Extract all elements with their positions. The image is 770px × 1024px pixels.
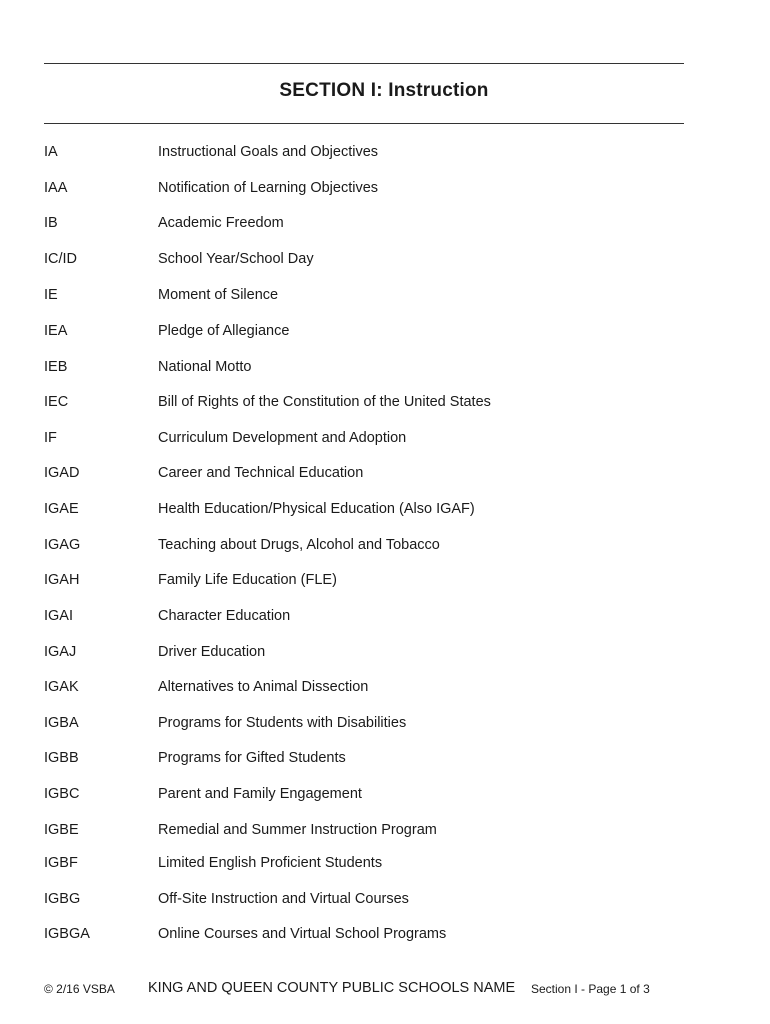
page-footer — [0, 980, 770, 1000]
policy-code: IEA — [44, 323, 68, 339]
policy-code: IGBG — [44, 891, 81, 907]
list-item — [0, 465, 770, 485]
policy-title: Academic Freedom — [158, 215, 284, 231]
policy-title: Instructional Goals and Objectives — [158, 144, 379, 160]
policy-title: Parent and Family Engagement — [158, 786, 362, 802]
policy-title: Curriculum Development and Adoption — [158, 430, 407, 446]
policy-code: IGBF — [44, 855, 78, 871]
list-item — [0, 644, 770, 664]
policy-code: IGAH — [44, 572, 80, 588]
policy-title: Family Life Education (FLE) — [158, 572, 337, 588]
policy-code: IGBA — [44, 715, 79, 731]
top-rule — [44, 63, 684, 64]
list-item — [0, 359, 770, 379]
list-item — [0, 144, 770, 164]
policy-code: IA — [44, 144, 58, 160]
footer-district-name: KING AND QUEEN COUNTY PUBLIC SCHOOLS NAME — [148, 980, 516, 996]
policy-code: IEB — [44, 359, 68, 375]
list-item — [0, 822, 770, 842]
policy-code: IGBC — [44, 786, 80, 802]
list-item — [0, 855, 770, 875]
list-item — [0, 287, 770, 307]
list-item — [0, 715, 770, 735]
policy-code: IEC — [44, 394, 69, 410]
policy-code: IF — [44, 430, 57, 446]
list-item — [0, 608, 770, 628]
list-item — [0, 750, 770, 770]
list-item — [0, 501, 770, 521]
policy-code: IGAI — [44, 608, 74, 624]
policy-title: Online Courses and Virtual School Programs — [158, 926, 447, 942]
list-item — [0, 251, 770, 271]
list-item — [0, 323, 770, 343]
footer-page-number: Section I - Page 1 of 3 — [531, 982, 650, 996]
policy-code: IAA — [44, 180, 68, 196]
policy-title: Health Education/Physical Education (Also IGAF) — [158, 501, 475, 517]
policy-title: Moment of Silence — [158, 287, 279, 303]
footer-copyright: © 2/16 VSBA — [44, 982, 115, 996]
policy-title: Remedial and Summer Instruction Program — [158, 822, 437, 838]
list-item — [0, 891, 770, 911]
policy-title: National Motto — [158, 359, 252, 375]
policy-title: Limited English Proficient Students — [158, 855, 383, 871]
title-rule — [44, 123, 684, 124]
policy-title: Character Education — [158, 608, 291, 624]
policy-title: Off-Site Instruction and Virtual Courses — [158, 891, 409, 907]
policy-title: Alternatives to Animal Dissection — [158, 679, 369, 695]
policy-code: IC/ID — [44, 251, 78, 267]
policy-title: Notification of Learning Objectives — [158, 180, 379, 196]
list-item — [0, 430, 770, 450]
page-title: SECTION I: Instruction — [279, 80, 489, 101]
list-item — [0, 572, 770, 592]
policy-code: IGAG — [44, 537, 81, 553]
policy-code: IGBGA — [44, 926, 90, 942]
policy-title: School Year/School Day — [158, 251, 314, 267]
list-item — [0, 786, 770, 806]
policy-title: Driver Education — [158, 644, 266, 660]
list-item — [0, 215, 770, 235]
list-item — [0, 679, 770, 699]
policy-code: IGAD — [44, 465, 80, 481]
policy-title: Career and Technical Education — [158, 465, 364, 481]
policy-code: IGAK — [44, 679, 79, 695]
list-item — [0, 180, 770, 200]
policy-code: IGAE — [44, 501, 79, 517]
list-item — [0, 537, 770, 557]
list-item — [0, 926, 770, 946]
list-item — [0, 394, 770, 414]
policy-code: IGAJ — [44, 644, 77, 660]
policy-title: Bill of Rights of the Constitution of the United States — [158, 394, 491, 410]
policy-title: Programs for Students with Disabilities — [158, 715, 407, 731]
policy-title: Programs for Gifted Students — [158, 750, 346, 766]
policy-code: IE — [44, 287, 58, 303]
policy-code: IGBE — [44, 822, 79, 838]
policy-title: Teaching about Drugs, Alcohol and Tobacco — [158, 537, 440, 553]
policy-title: Pledge of Allegiance — [158, 323, 290, 339]
policy-code: IGBB — [44, 750, 79, 766]
policy-code: IB — [44, 215, 58, 231]
